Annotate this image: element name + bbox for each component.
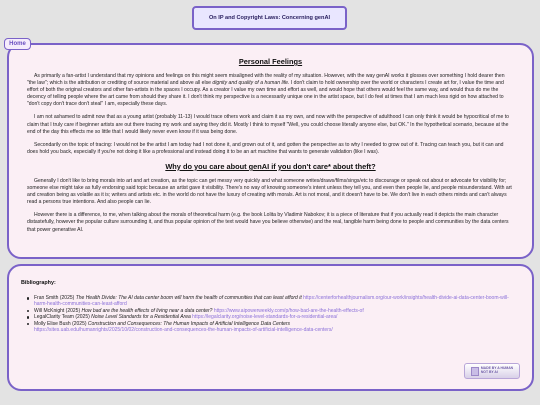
bib-title: Construction and Consequences: The Human Impacts of Artificial Intelligence Data Centers (87, 320, 291, 327)
section-heading-genai: Why do you care about genAI if you don't care* about theft? (165, 161, 376, 171)
badge-text (481, 367, 513, 375)
badge-line-2: NOT BY AI (480, 370, 498, 374)
badge-line-1: MADE BY A HUMAN (480, 366, 514, 371)
page-title-text: On IP and Copyright Laws: Concerning genAI (208, 15, 331, 21)
home-button[interactable] (4, 38, 31, 50)
paragraph-2: I am not ashamed to admit now that as a young artist (probably 11-13) I would trace others work and claim it as my own, and now with the perspective of adulthood I can only think it would be hypocritical of me to claim that I truly care if beginner artists are out there tracing my work and saying they did it. Mostly I think to myself "Well, you could choose literally anyone else, but OK." In the hypothetical scenario, because at the end of the day this effects me so little that I would likely never even know if it was being done. (27, 114, 510, 135)
bibliography-entry (27, 321, 520, 334)
bib-author: LegalClarity Team (2025) (34, 314, 90, 321)
bib-author: Fran Smith (2025) (34, 295, 75, 301)
paragraph-1-emphasis: dignity and quality of a human life. (212, 80, 290, 87)
paragraph-3: Secondarily on the topic of tracing: I would not be the artist I am today had I not done it, and grown out of it, and gotten the perspective as to why I needed to grow out of it. Tracing can teach you, but it can and does hold you back, especially if you're not doing it like a professional and instead doing it to be an art machine that wants to generate validation (like I was). (27, 141, 504, 155)
badge-figure-icon (471, 367, 479, 376)
section-heading-personal-feelings: Personal Feelings (238, 57, 303, 66)
paragraph-1-text-b: I don't claim to hold ownership over the world or characters I create art for, I value the time and effort of both the original creators and other fan-artists in the spaces I occupy. As a creator I value my own time and effort as well, and would hope that others would feel the same way, and would thus do me the decency of telling people where the art came from should they share it. I don't think my perspective is a necessarily unique one in the artist space, but I do feel at times that I am much less rigid on how attached to "don't copy don't trace don't steal" I am, especially these days. (27, 80, 504, 108)
made-by-human-badge (464, 363, 520, 379)
bib-author: Will McKnight (2025) (34, 307, 81, 314)
bib-title: How bad are the health effects of living near a data center? (81, 307, 213, 314)
bib-title: Noise Level Standards for a Residential Area (91, 314, 191, 321)
main-content-panel[interactable] (7, 43, 534, 259)
paragraph-1 (27, 73, 514, 108)
bib-link[interactable]: https://legalclarity.org/noise-level-standards-for-a-residential-area/ (192, 314, 338, 321)
bib-link[interactable]: https://centerforhealthjournalism.org/our-work/insights/health-divide-ai-data-center-boom-will-harm-health-communities-can-least-afford (34, 295, 509, 308)
bibliography-list (21, 295, 520, 333)
page-title (192, 6, 347, 30)
paragraph-1-text-a: As primarily a fan-artist I understand that my opinions and feelings on this might seem misaligned with the reality of my situation. However, with the way genAI works it glosses over something I hold dearer then "the law"; which is the attribution or crediting of source material and above all else (27, 73, 505, 87)
bib-author: Molly Elise Bush (2025) (34, 320, 87, 327)
bib-link[interactable]: https://www.aipowerweekly.com/p/how-bad-are-the-health-effects-of (213, 307, 364, 314)
paragraph-5: However there is a difference, to me, when talking about the morals of theoretical harm (e.g. the book Lolita by Vladimir Nabokov; it is a piece of literature that if you actually read it depicts the main character distastefully, however the popular culture surrounding it, and thus popular opinion of the text would have you believe otherwise) and the real, tangible harm being done to people and communities by the data centers that power generative AI. (27, 212, 509, 233)
bib-title: The Health Divide: The AI data center boom will harm the health of communities that can least afford it (75, 295, 302, 301)
bibliography-panel (7, 264, 534, 391)
bib-link[interactable]: https://sites.uab.edu/humanrights/2025/10/02/construction-and-consequences-the-human-impacts-of-artificial-intelligence-data-centers/ (34, 327, 333, 334)
paragraph-4: Generally I don't like to bring morals into art and art creation, as the topic can get messy very quickly and what someone writes/draws/films/sings/etc to discourage or speak out about or advocate for visibility for; someone else might take as fully endorsing said topic because an artist gave it visibility. There's no way of knowing someone's intent unless they tell you, and even then people lie, and people misunderstand. With art and creation being as volatile as it is; writers and artists etc. in the world do not have the luxury of creating with morals. Art is not moral, and it doesn't have to be. We don't live in each others minds and can't always read a persons true intentions. And also people can lie. (27, 177, 512, 206)
bibliography-entry (27, 295, 520, 308)
bibliography-heading: Bibliography: (21, 280, 56, 286)
home-button-label: Home (9, 41, 26, 47)
